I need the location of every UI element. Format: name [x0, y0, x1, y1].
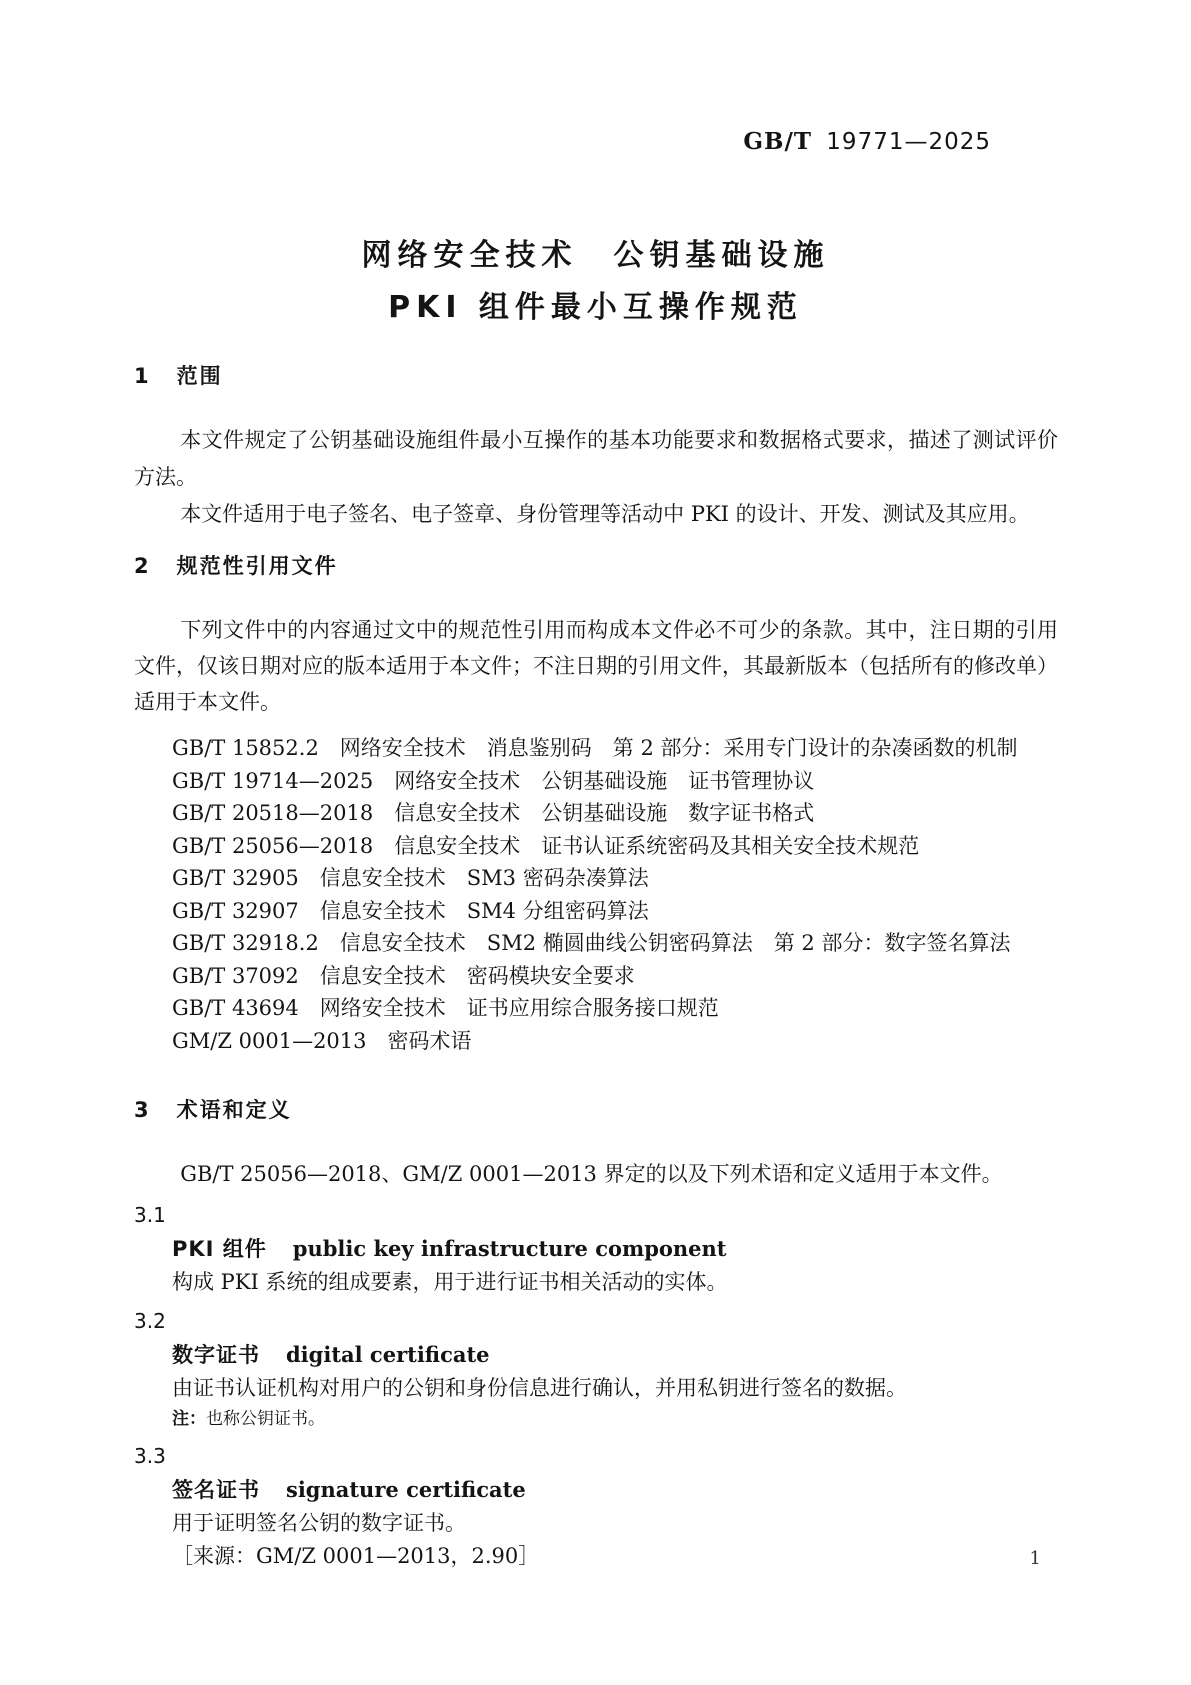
- term-en: public key infrastructure component: [292, 1236, 727, 1261]
- reference-item: GM/Z 0001—2013 密码术语: [172, 1028, 472, 1053]
- terms-heading-label: 术语和定义: [176, 1098, 292, 1122]
- term-definition: 构成 PKI 系统的组成要素，用于进行证书相关活动的实体。: [172, 1270, 728, 1294]
- reference-item: GB/T 32905 信息安全技术 SM3 密码杂凑算法: [172, 866, 649, 890]
- page-number: 1: [1029, 1548, 1041, 1569]
- title-line-1: 网络安全技术 公钥基础设施: [361, 238, 830, 273]
- section-terms-definitions: [134, 1096, 1058, 1573]
- standard-code-number: 19771—2025: [826, 129, 991, 155]
- scope-paragraph-1: 本文件规定了公钥基础设施组件最小互操作的基本功能要求和数据格式要求，描述了测试评价方法。: [134, 428, 1058, 489]
- term-entry-3-1: [134, 1199, 1058, 1299]
- term-number: 3.2: [134, 1309, 166, 1333]
- reference-item: GB/T 32907 信息安全技术 SM4 分组密码算法: [172, 898, 649, 923]
- scope-paragraph-2: 本文件适用于电子签名、电子签章、身份管理等活动中 PKI 的设计、开发、测试及其应用。: [180, 502, 1030, 526]
- reference-item: GB/T 37092 信息安全技术 密码模块安全要求: [172, 963, 635, 988]
- standard-code: [743, 128, 991, 155]
- term-entry-3-3: [134, 1440, 1058, 1573]
- reference-item: GB/T 19714—2025 网络安全技术 公钥基础设施 证书管理协议: [172, 768, 815, 793]
- term-title-line: [134, 1473, 1058, 1507]
- term-entry-3-2: [134, 1305, 1058, 1434]
- term-zh: 签名证书: [172, 1478, 260, 1502]
- term-en: signature certificate: [286, 1477, 526, 1502]
- references-heading-label: 规范性引用文件: [176, 554, 338, 578]
- term-source: ［来源：GM/Z 0001—2013，2.90］: [172, 1544, 540, 1568]
- note-text: 也称公钥证书。: [206, 1409, 325, 1429]
- references-heading-number: 2: [134, 554, 149, 578]
- document-title: [0, 230, 1191, 334]
- reference-item: GB/T 43694 网络安全技术 证书应用综合服务接口规范: [172, 996, 719, 1020]
- reference-list: [134, 732, 1058, 1057]
- references-intro: 下列文件中的内容通过文中的规范性引用而构成本文件必不可少的条款。其中，注日期的引用文件，仅该日期对应的版本适用于本文件；不注日期的引用文件，其最新版本（包括所有的修改单）适用于本文件。: [134, 618, 1058, 714]
- term-title-line: [134, 1338, 1058, 1372]
- terms-heading: [134, 1096, 1058, 1124]
- term-en: digital certificate: [286, 1342, 490, 1367]
- scope-heading-label: 范围: [176, 364, 223, 388]
- standard-code-prefix: GB/T: [743, 128, 812, 155]
- scope-heading: [134, 362, 1058, 390]
- term-definition: 用于证明签名公钥的数字证书。: [172, 1511, 466, 1535]
- terms-heading-number: 3: [134, 1098, 149, 1122]
- section-normative-references: [134, 552, 1058, 1057]
- term-number: 3.3: [134, 1444, 166, 1468]
- section-scope: [134, 362, 1058, 533]
- reference-item: GB/T 25056—2018 信息安全技术 证书认证系统密码及其相关安全技术规范: [172, 833, 920, 858]
- term-zh: PKI 组件: [172, 1237, 267, 1261]
- note-label: 注：: [172, 1409, 206, 1429]
- references-heading: [134, 552, 1058, 580]
- term-title-line: [134, 1232, 1058, 1266]
- term-note: [134, 1405, 1058, 1434]
- reference-item: GB/T 32918.2 信息安全技术 SM2 椭圆曲线公钥密码算法 第 2 部分：数字签名算法: [172, 931, 1011, 955]
- term-number: 3.1: [134, 1203, 166, 1227]
- term-definition: 由证书认证机构对用户的公钥和身份信息进行确认，并用私钥进行签名的数据。: [172, 1376, 907, 1400]
- reference-item: GB/T 20518—2018 信息安全技术 公钥基础设施 数字证书格式: [172, 801, 815, 825]
- reference-item: GB/T 15852.2 网络安全技术 消息鉴别码 第 2 部分：采用专门设计的杂凑函数的机制: [172, 736, 1018, 760]
- term-zh: 数字证书: [172, 1343, 260, 1367]
- terms-intro: GB/T 25056—2018、GM/Z 0001—2013 界定的以及下列术语和定义适用于本文件。: [180, 1162, 1003, 1186]
- title-line-2: PKI 组件最小互操作规范: [388, 290, 803, 325]
- scope-heading-number: 1: [134, 364, 149, 388]
